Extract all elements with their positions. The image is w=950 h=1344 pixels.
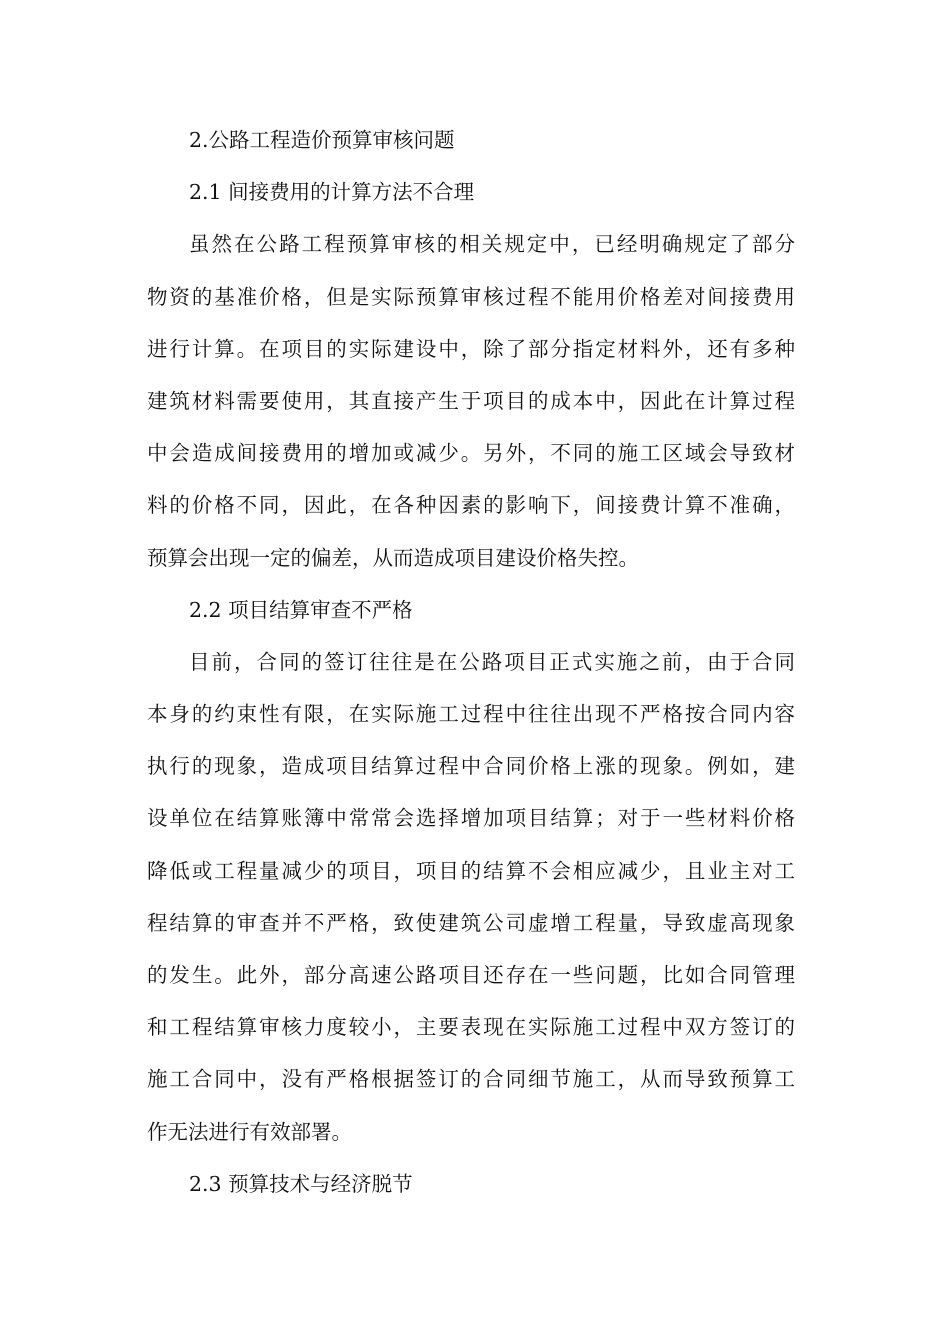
paragraph-line: 进行计算。在项目的实际建设中，除了部分指定材料外，还有多种 [147, 336, 795, 361]
paragraph-line: 执行的现象，造成项目结算过程中合同价格上涨的现象。例如，建 [147, 754, 795, 779]
paragraph-line: 物资的基准价格，但是实际预算审核过程不能用价格差对间接费用 [147, 284, 795, 309]
paragraph-line: 作无法进行有效部署。 [147, 1119, 352, 1144]
paragraph-line: 设单位在结算账簿中常常会选择增加项目结算；对于一些材料价格 [147, 806, 795, 831]
paragraph-line: 目前，合同的签订往往是在公路项目正式实施之前，由于合同 [189, 649, 795, 674]
paragraph-line: 中会造成间接费用的增加或减少。另外，不同的施工区域会导致材 [147, 441, 795, 466]
paragraph-line: 程结算的审查并不严格，致使建筑公司虚增工程量，导致虚高现象 [147, 910, 795, 935]
paragraph-line: 和工程结算审核力度较小，主要表现在实际施工过程中双方签订的 [147, 1015, 795, 1040]
paragraph-line: 料的价格不同，因此，在各种因素的影响下，间接费计算不准确， [147, 493, 795, 518]
paragraph-line: 的发生。此外，部分高速公路项目还存在一些问题，比如合同管理 [147, 963, 795, 987]
paragraph-line: 建筑材料需要使用，其直接产生于项目的成本中，因此在计算过程 [147, 388, 795, 413]
subsection-heading-2-1: 2.1 间接费用的计算方法不合理 [189, 180, 475, 205]
section-heading-2: 2.公路工程造价预算审核问题 [189, 128, 455, 152]
subsection-heading-2-3: 2.3 预算技术与经济脱节 [189, 1171, 413, 1196]
paragraph-line: 本身的约束性有限，在实际施工过程中往往出现不严格按合同内容 [147, 702, 795, 727]
paragraph-line: 降低或工程量减少的项目，项目的结算不会相应减少，且业主对工 [147, 858, 795, 883]
paragraph-line: 虽然在公路工程预算审核的相关规定中，已经明确规定了部分 [189, 232, 795, 257]
subsection-heading-2-2: 2.2 项目结算审查不严格 [189, 597, 413, 622]
document-page [147, 114, 795, 1210]
paragraph-line: 施工合同中，没有严格根据签订的合同细节施工，从而导致预算工 [147, 1067, 795, 1092]
paragraph-line: 预算会出现一定的偏差，从而造成项目建设价格失控。 [147, 545, 639, 570]
